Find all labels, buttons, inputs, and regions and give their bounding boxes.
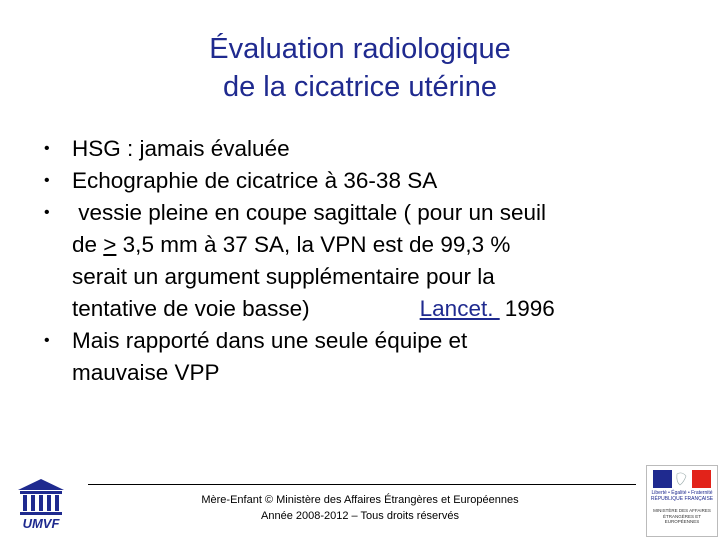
bullet-text-line: Mais rapporté dans une seule équipe et	[72, 328, 468, 353]
bullet-item	[44, 197, 684, 325]
ministry-logo	[646, 465, 718, 537]
lancet-reference-link[interactable]: Lancet.	[419, 296, 500, 321]
ministry-name-text: MINISTÈRE DES AFFAIRES ÉTRANGÈRES ET EUROPÉENNES	[653, 508, 711, 524]
bullet-item	[44, 325, 684, 389]
bullet-text-line	[72, 232, 510, 257]
footer	[150, 492, 570, 524]
french-flag-icon	[653, 470, 711, 488]
reference-year: 1996	[504, 296, 555, 321]
title-line-2: de la cicatrice utérine	[222, 71, 498, 103]
greater-or-equal-symbol: >	[103, 232, 117, 257]
bullet-text-line: serait un argument supplémentaire pour la	[72, 264, 495, 289]
umvf-logo	[12, 476, 70, 530]
bullet-item	[44, 165, 684, 197]
slide-title	[80, 30, 640, 106]
title-line-1: Évaluation radiologique	[209, 33, 511, 65]
bullet-dot: •	[44, 140, 50, 157]
bullet-text: HSG : jamais évaluée	[72, 136, 290, 161]
bullet-text-line: vessie pleine en coupe sagittale ( pour un seuil	[72, 200, 547, 225]
bullet-text-line: tentative de voie basse)	[72, 296, 310, 321]
bullet-dot: •	[44, 332, 50, 349]
bullet-dot: •	[44, 204, 50, 221]
footer-copyright: Mère-Enfant © Ministère des Affaires Étrangères et Européennes	[201, 494, 519, 506]
bullet-dot: •	[44, 172, 50, 189]
umvf-logo-text: UMVF	[22, 516, 60, 530]
bullet-text: Echographie de cicatrice à 36-38 SA	[72, 168, 438, 193]
bullet-item	[44, 133, 684, 165]
bullet-text-line: mauvaise VPP	[72, 360, 220, 385]
footer-years: Année 2008-2012 – Tous droits réservés	[261, 510, 459, 522]
republique-francaise-text: Liberté • Égalité • Fraternité RÉPUBLIQUE FRANÇAISE	[650, 490, 714, 502]
bullet-list	[44, 133, 684, 389]
text-fragment: 3,5 mm à 37 SA, la VPN est de 99,3 %	[116, 232, 511, 257]
text-fragment: de	[72, 232, 104, 257]
footer-divider	[88, 484, 636, 485]
